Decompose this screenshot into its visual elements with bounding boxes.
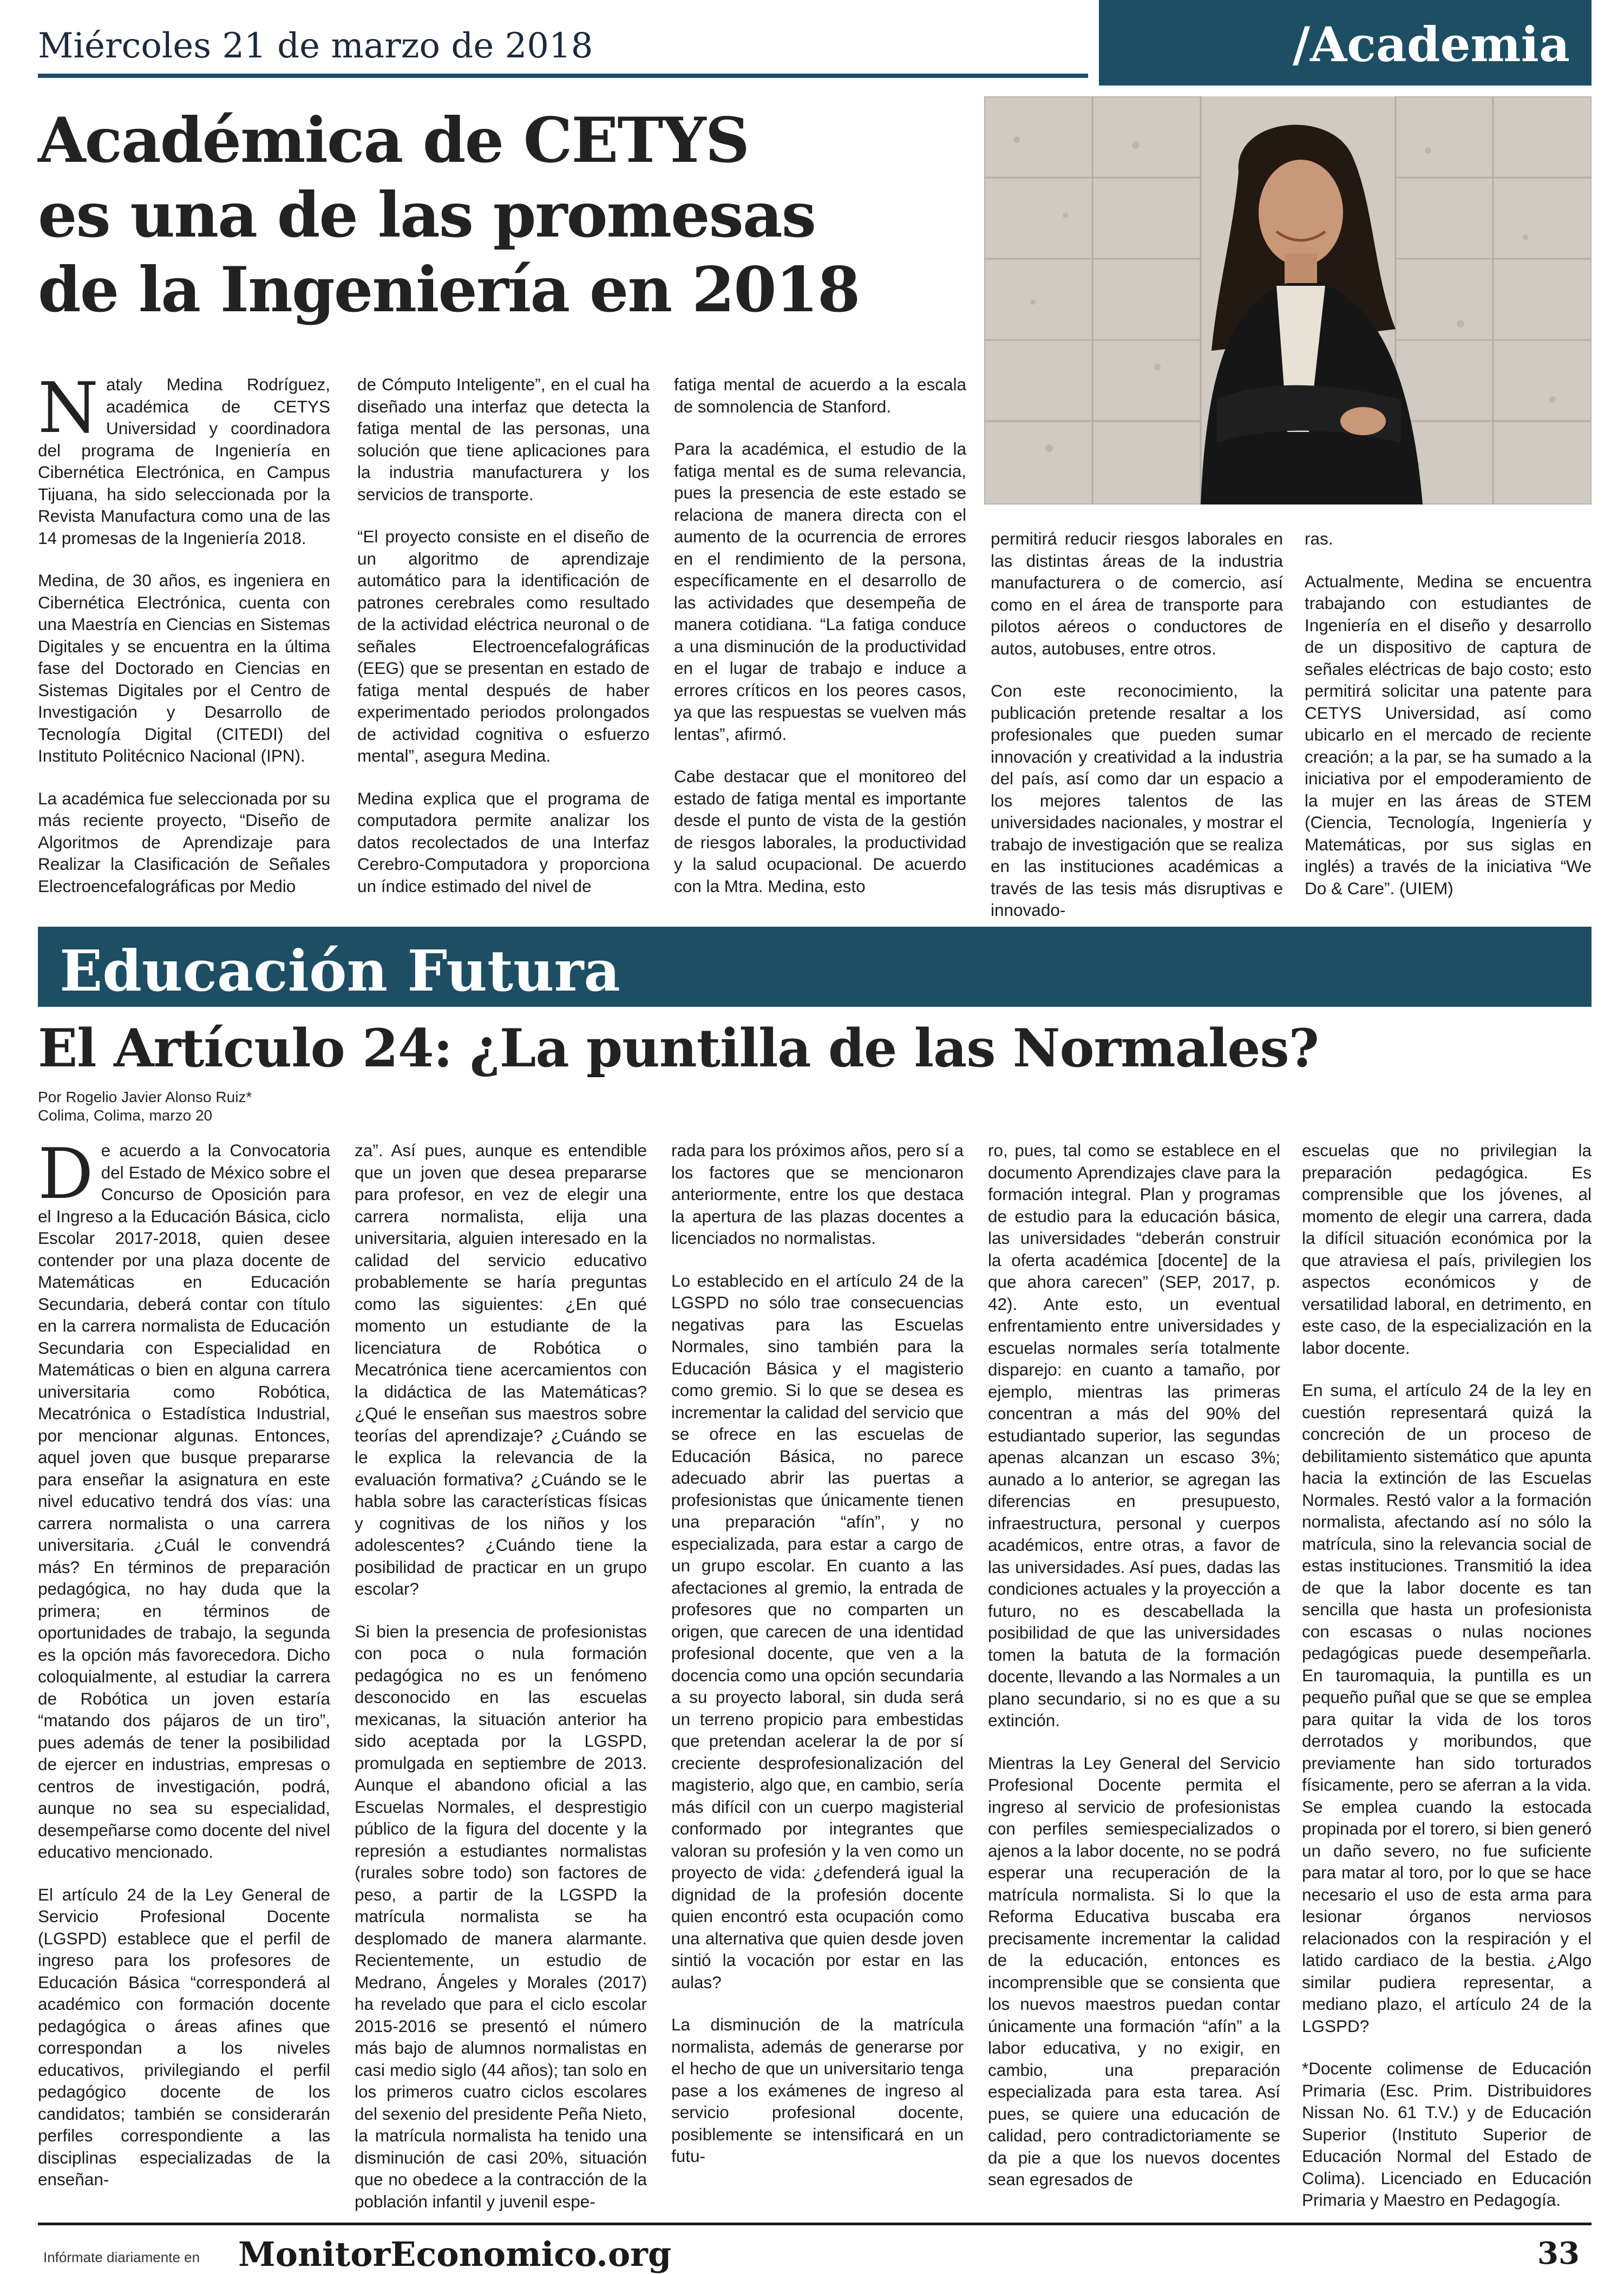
headline-line: Académica de CETYS [38,104,749,176]
article-headline [38,103,958,327]
column-title: Educación Futura [60,938,620,1004]
portrait-photo [984,96,1592,504]
paragraph: ro, pues, tal como se establece en el documento Aprendizajes clave para la formación integral. Plan y programas de estudio para la educación básica, las universidades “deberán construir la oferta académica [docente] de la que ahora carecen” (SEP, 2017, p. 42). Ante esto, un eventual enfrentamiento entre universidades y escuelas normales sería totalmente disparejo: en cuanto a tamaño, por ejemplo, mientras las primeras concentran a más del 90% del estudiantado superior, las segundas apenas alcanzan un escaso 3%; aunado a lo anterior, se agregan las diferencias en presupuesto, infraestructura, personal y cuerpos académicos, entre otras, a favor de las universidades. Así pues, dadas las condiciones actuales y la proyección a futuro, no es descabellada la posibilidad de que las universidades tomen la batuta de la formación docente, llevando a las Normales a un plano secundario, si no es que a su extinción. [988,1141,1280,1730]
article-column [38,368,330,897]
paragraph: La académica fue seleccionada por su más reciente proyecto, “Diseño de Algoritmos de Aprendizaje para Realizar la Clasificación de Señales Electroencefalográficas por Medio [38,788,330,896]
paragraph: fatiga mental de acuerdo a la escala de somnolencia de Stanford. [674,375,966,416]
paragraph: Lo establecido en el artículo 24 de la LGSPD no sólo trae consecuencias negativas para las Escuelas Normales, sino también para la Educación Básica y el magisterio como gremio. Si lo que se desea es incrementar la calidad del servicio que se ofrece en las escuelas de Educación Básica, no parece adecuado abrir las puertas a profesionistas que únicamente tienen una preparación “afín”, y no especializada, para estar a cargo de un grupo escolar. En cuanto a las afectaciones al gremio, la entrada de profesores que no comparten un origen, que carecen de una identidad profesional docente, que ven a la docencia como una opción secundaria a su proyecto laboral, sin duda será un terreno propicio para embestidas que pretendan acelerar la de por sí creciente desprofesionalización del magisterio, algo que, en cambio, sería más difícil con un cuerpo magisterial conformado por integrantes que valoran su profesión y la ven como un proyecto de vida: ¿defenderá igual la dignidad de la profesión docente quien encontró esta ocupación como una alternativa que quien desde joven sintió la vocación por estar en las aulas? [671,1270,964,1992]
paragraph: Si bien la presencia de profesionistas con poca o nula formación pedagógica no es un fenómeno desconocido en las escuelas mexicanas, la situación anterior ha sido aceptada por la LGSPD, promulgada en septiembre de 2013. Aunque el abandono oficial a las Escuelas Normales, el desprestigio público de la figura del docente y la represión a estudiantes normalistas (rurales sobre todo) son factores de peso, a partir de la LGSPD la matrícula normalista se ha desplomado de manera alarmante. Recientemente, un estudio de Medrano, Ángeles y Morales (2017) ha revelado que para el ciclo escolar 2015-2016 se presentó el número más bajo de alumnos normalistas en casi medio siglo (44 años); tan solo en los primeros cuatro ciclos escolares del sexenio del presidente Peña Nieto, la matrícula normalista ha tenido una disminución de casi 20%, situación que no obedece a la contracción de la población infantil y juvenil espe- [355,1621,647,2211]
paragraph: ras. [1305,529,1333,548]
paragraph: e acuerdo a la Convocatoria del Estado de México sobre el Concurso de Oposición para el Ingreso a la Educación Básica, ciclo Escolar 2017-2018, quien desee contender por una plaza docente de Matemáticas en Educación Secundaria, deberá contar con título en la carrera normalista de Educación Secundaria con Especialidad en Matemáticas o bien en alguna carrera universitaria como Robótica, Mecatrónica o Estadística Industrial, por mencionar algunas. Entonces, aquel joven que busque prepararse para enseñar la asignatura en este nivel educativo tendrá dos vías: una carrera normalista o una carrera universitaria. ¿Cuál le convendrá más? En términos de preparación pedagógica, no hay duda que la primera; en términos de oportunidades de trabajo, la segunda es la opción más favorecedora. Dicho coloquialmente, al estudiar la carrera de Robótica un joven estaría “matando dos pájaros de un tiro”, pues además de tener la posibilidad de ejercer en industrias, empresas o centros de investigación, podrá, aunque no sea su especialidad, desempeñarse como docente del nivel educativo mencionado. [38,1141,330,1862]
paragraph: ataly Medina Rodríguez, académica de CETYS Universidad y coordinadora del programa de Ingeniería en Cibernética Electrónica, en Campus Tijuana, ha sido seleccionada por la Revista Manufactura como una de las 14 promesas de la Ingeniería 2018. [38,375,330,548]
paragraph: rada para los próximos años, pero sí a los factores que se mencionaron anteriormente, entre los que destaca la apertura de las plazas docentes a licenciados no normalistas. [671,1141,964,1248]
article-headline: El Artículo 24: ¿La puntilla de las Normales? [38,1018,1319,1079]
header-rule [38,74,1088,78]
article-column [1305,528,1592,899]
headline-line: es una de las promesas [38,179,815,251]
paragraph: La disminución de la matrícula normalista, además de generarse por el hecho de que un universitario tenga pase a los exámenes de ingreso al servicio profesional docente, posiblemente se intensificará en un futu- [671,2015,964,2166]
headline-line: de la Ingeniería en 2018 [38,253,860,326]
drop-cap: N [38,368,99,449]
paragraph: Actualmente, Medina se encuentra trabajando con estudiantes de Ingeniería en el diseño y desarrollo de un dispositivo de captura de señales eléctricas de bajo costo; esto permitirá solicitar una patente para CETYS Universidad, así como ubicarlo en el mercado de reciente creación; a la par, se ha sumado a la iniciativa por el empoderamiento de la mujer en las áreas de STEM (Ciencia, Tecnología, Ingeniería y Matemáticas, por sus siglas en inglés) a través de la iniciativa “We Do & Care”. (UIEM) [1305,571,1592,898]
author: Por Rogelio Javier Alonso Ruiz* [38,1089,252,1105]
article-column [991,528,1283,921]
paragraph: Medina, de 30 años, es ingeniera en Cibernética Electrónica, cuenta con una Maestría en Ciencias en Sistemas Digitales y se encuentra en la última fase del Doctorado en Ciencias en Sistemas Digitales por el Centro de Investigación y Desarrollo de Tecnología Digital (CITEDI) del Instituto Politécnico Nacional (IPN). [38,571,330,765]
issue-date: Miércoles 21 de marzo de 2018 [38,26,593,66]
paragraph: Cabe destacar que el monitoreo del estado de fatiga mental es importante desde el punto de vista de la gestión de riesgos laborales, la productividad y la salud ocupacional. De acuerdo con la Mtra. Medina, esto [674,766,966,896]
paragraph: de Cómputo Inteligente”, en el cual ha diseñado una interfaz que detecta la fatiga mental de las personas, una solución que tiene aplicaciones para la industria manufacturera y los servicios de transporte. [357,375,650,504]
column-band [38,927,1592,1007]
paragraph: escuelas que no privilegian la preparación pedagógica. Es comprensible que los jóvenes, al momento de elegir una carrera, dada la difícil situación económica por la que atraviesa el país, privilegien los aspectos económicos y de versatilidad laboral, en detrimento, en este caso, de la especialización en la labor docente. [1302,1141,1592,1358]
footer-rule [38,2223,1592,2225]
article-column [38,1134,330,2191]
article-column [988,1139,1280,2191]
paragraph: Mientras la Ley General del Servicio Profesional Docente permita el ingreso al servicio de profesionistas con perfiles semiespecializados o ajenos a la labor docente, no se podrá esperar una recuperación de la matrícula normalista. Si lo que la Reforma Educativa buscaba era precisamente incrementar la calidad de la educación, entonces es incomprensible que se consienta que los nuevos maestros puedan contar únicamente una formación “afín” a la labor educativa, y no exigir, en cambio, una preparación especializada para esta tarea. Así pues, se quiere una educación de calidad, pero contradictoriamente se da pie a que los nuevos docentes sean egresados de [988,1753,1280,2189]
paragraph: Con este reconocimiento, la publicación pretende resaltar a los profesionales que pueden sumar innovación y creatividad a la industria del país, así como dar un espacio a los mejores talentos de las universidades nacionales, y mostrar el trabajo de investigación que se realiza en las instituciones académicas a través de las tesis más disruptivas e innovado- [991,681,1283,920]
article-column [671,1139,964,2167]
paragraph: El artículo 24 de la Ley General de Servicio Profesional Docente (LGSPD) establece que el perfil de ingreso para los profesores de Educación Básica “corresponderá al académico con formación docente pedagógica o áreas afines que correspondan a los niveles educativos, privilegiando el perfil pedagógico docente de los candidatos; también se considerarán perfiles correspondiente a las disciplinas especializadas de la enseñan- [38,1884,330,2189]
author-note: *Docente colimense de Educación Primaria (Esc. Prim. Distribuidores Nissan No. 61 T.V.) y de Educación Superior (Instituto Superior de Educación Normal del Estado de Colima). Licenciado en Educación Primaria y Maestro en Pedagogía. [1302,2059,1592,2210]
paragraph: Para la académica, el estudio de la fatiga mental es de suma relevancia, pues la presencia de este estado se relaciona de manera directa con el aumento de la ocurrencia de errores en el rendimiento de la persona, específicamente en el desarrollo de las actividades que desempeña de manera cotidiana. “La fatiga conduce a una disminución de la productividad en el lugar de trabajo e induce a errores críticos en los peores casos, ya que las respuestas se vuelven más lentas”, afirmó. [674,439,966,744]
section-label: /Academia [1292,16,1570,73]
paragraph: permitirá reducir riesgos laborales en las distintas áreas de la industria manufacturera o de comercio, así como en el área de transporte para pilotos aéreos o conductores de autos, autobuses, entre otros. [991,529,1283,658]
article-column [357,373,650,897]
article-column [674,373,966,897]
paragraph: Medina explica que el programa de computadora permite analizar los datos recolectados de una Interfaz Cerebro-Computadora y proporciona un índice estimado del nivel de [357,788,650,896]
dateline: Colima, Colima, marzo 20 [38,1107,213,1124]
footer-tagline: Infórmate diariamente en [43,2249,200,2265]
article-column [1302,1139,1592,2211]
paragraph: za”. Así pues, aunque es entendible que un joven que desea prepararse para profesor, en vez de elegir una carrera normalista, elija una universitaria, alguien interesado en la calidad del servicio educativo probablemente se haría preguntas como las siguientes: ¿En qué momento un estudiante de la licenciatura de Robótica o Mecatrónica tiene acercamientos con la didáctica de las Matemáticas? ¿Qué le enseñan sus maestros sobre teorías del aprendizaje? ¿Cuándo se le explica la relevancia de la evaluación formativa? ¿Cuándo se le habla sobre las características físicas y cognitivas de los niños y los adolescentes? ¿Cuándo tiene la posibilidad de practicar en un grupo escolar? [355,1141,647,1598]
paragraph: En suma, el artículo 24 de la ley en cuestión representará quizá la concreción de un proceso de debilitamiento sistemático que apunta hacia la extinción de las Escuelas Normales. Restó valor a la formación normalista, afectando así no sólo la matrícula, sino la relevancia social de estas instituciones. Transmitió la idea de que la labor docente es tan sencilla que hasta un profesionista con escasas o nulas nociones pedagógicas puede desempeñarla. En tauromaquia, la puntilla es un pequeño puñal que se que se emplea para quitar la vida de los toros derrotados y moribundos, que previamente han sido torturados físicamente, pero se aferran a la vida. Se emplea cuando la estocada propinada por el torero, si bien generó un daño severo, no fue suficiente para matar al toro, por lo que se hace necesario el uso de esta arma para lesionar órganos nerviosos relacionados con la respiración y el latido cardiaco de la bestia. ¿Algo similar pudiera representar, a mediano plazo, el artículo 24 de la LGSPD? [1302,1380,1592,2036]
byline [38,1088,252,1125]
article-column [355,1139,647,2212]
paragraph: “El proyecto consiste en el diseño de un algoritmo de aprendizaje automático para la identificación de patrones cerebrales como resultado de la actividad eléctrica neuronal o de señales Electroencefalográficas (EEG) que se presentan en estado de fatiga mental después de haber experimentado periodos prolongados de actividad cognitiva o esfuerzo mental”, asegura Medina. [357,527,650,765]
page-number: 33 [1537,2236,1580,2271]
footer-brand[interactable]: MonitorEconomico.org [238,2234,672,2274]
drop-cap: D [38,1134,94,1215]
section-tag [1099,0,1592,86]
